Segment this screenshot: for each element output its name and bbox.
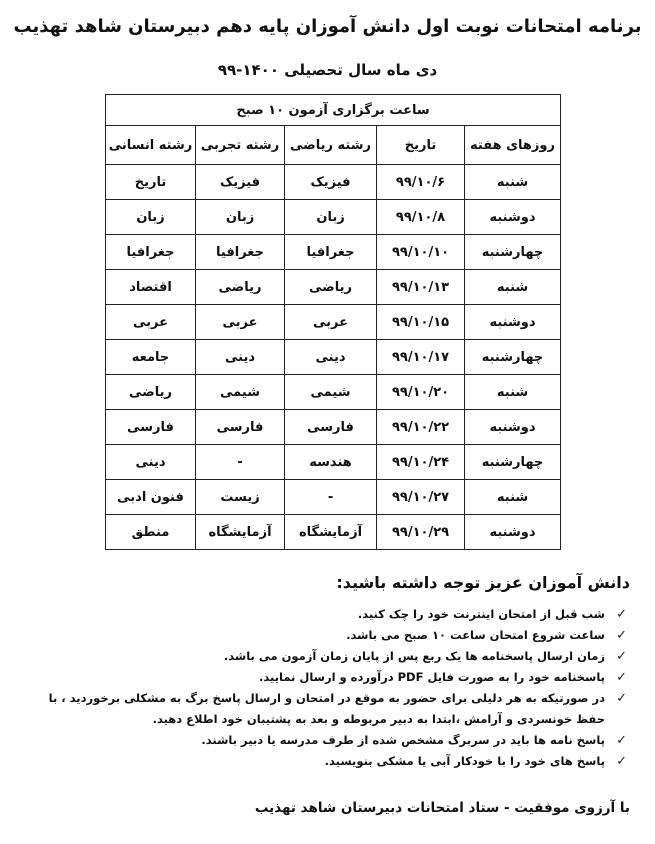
table-row: [106, 235, 561, 270]
date-cell: ۹۹/۱۰/۲۲: [377, 410, 465, 445]
table-row: [106, 445, 561, 480]
math-cell: فارسی: [285, 410, 377, 445]
weekday-cell: دوشنبه: [465, 515, 561, 550]
note-text: زمان ارسال پاسخنامه ها یک ربع پس از پایان زمان آزمون می باشد.: [223, 649, 605, 663]
exam-schedule-table: [105, 94, 561, 550]
science-cell: ریاضی: [196, 270, 285, 305]
exam-time-header: ساعت برگزاری آزمون ۱۰ صبح: [106, 95, 561, 126]
note-item: [27, 604, 627, 625]
weekday-cell: دوشنبه: [465, 305, 561, 340]
table-row: [106, 480, 561, 515]
weekday-cell: دوشنبه: [465, 410, 561, 445]
weekday-cell: دوشنبه: [465, 200, 561, 235]
check-mark-icon: ✓: [616, 691, 627, 706]
math-cell: ریاضی: [285, 270, 377, 305]
page-subtitle: دی ماه سال تحصیلی ۱۴۰۰-۹۹: [217, 61, 438, 79]
table-row: [106, 165, 561, 200]
note-item: [27, 751, 627, 772]
date-cell: ۹۹/۱۰/۲۷: [377, 480, 465, 515]
time-header-row: [106, 95, 561, 126]
note-text: در صورتیکه به هر دلیلی برای حضور به موقع در امتحان و ارسال پاسخ برگ به مشکلی برخوردید ، با حفظ خونسردی و آرامش ،ابتدا به دبیر مربوطه و بعد به پشتیبان خود اطلاع دهید.: [48, 691, 605, 726]
humanities-cell: عربی: [106, 305, 196, 340]
humanities-cell: منطق: [106, 515, 196, 550]
schedule-body: [106, 165, 561, 550]
note-item: [27, 625, 627, 646]
table-row: [106, 270, 561, 305]
note-text: پاسخنامه خود را به صورت فایل PDF درآورده و ارسال نمایید.: [258, 670, 605, 684]
date-cell: ۹۹/۱۰/۲۹: [377, 515, 465, 550]
weekday-cell: چهارشنبه: [465, 340, 561, 375]
note-item: [27, 688, 627, 730]
humanities-cell: فنون ادبی: [106, 480, 196, 515]
math-cell: فیزیک: [285, 165, 377, 200]
weekday-cell: چهارشنبه: [465, 235, 561, 270]
notes-list: [27, 604, 627, 772]
science-cell: دینی: [196, 340, 285, 375]
column-header-weekday: روزهای هفته: [465, 126, 561, 165]
table-row: [106, 200, 561, 235]
science-cell: جغرافیا: [196, 235, 285, 270]
note-text: پاسخ های خود را با خودکار آبی یا مشکی بنویسید.: [324, 754, 605, 768]
humanities-cell: اقتصاد: [106, 270, 196, 305]
math-cell: عربی: [285, 305, 377, 340]
humanities-cell: فارسی: [106, 410, 196, 445]
page-title: برنامه امتحانات نوبت اول دانش آموزان پایه دهم دبیرستان شاهد تهذیب: [13, 16, 642, 37]
math-cell: هندسه: [285, 445, 377, 480]
check-mark-icon: ✓: [616, 649, 627, 664]
weekday-cell: شنبه: [465, 165, 561, 200]
science-cell: شیمی: [196, 375, 285, 410]
math-cell: زبان: [285, 200, 377, 235]
weekday-cell: شنبه: [465, 375, 561, 410]
date-cell: ۹۹/۱۰/۲۴: [377, 445, 465, 480]
table-row: [106, 410, 561, 445]
date-cell: ۹۹/۱۰/۱۳: [377, 270, 465, 305]
check-mark-icon: ✓: [616, 628, 627, 643]
date-cell: ۹۹/۱۰/۱۵: [377, 305, 465, 340]
column-header-science: رشته تجربی: [196, 126, 285, 165]
check-mark-icon: ✓: [616, 754, 627, 769]
humanities-cell: دینی: [106, 445, 196, 480]
column-header-row: [106, 126, 561, 165]
science-cell: فارسی: [196, 410, 285, 445]
science-cell: زیست: [196, 480, 285, 515]
science-cell: -: [196, 445, 285, 480]
date-cell: ۹۹/۱۰/۱۰: [377, 235, 465, 270]
math-cell: -: [285, 480, 377, 515]
column-header-date: تاریخ: [377, 126, 465, 165]
humanities-cell: زبان: [106, 200, 196, 235]
date-cell: ۹۹/۱۰/۶: [377, 165, 465, 200]
weekday-cell: شنبه: [465, 480, 561, 515]
humanities-cell: تاریخ: [106, 165, 196, 200]
science-cell: عربی: [196, 305, 285, 340]
date-cell: ۹۹/۱۰/۸: [377, 200, 465, 235]
column-header-humanities: رشته انسانی: [106, 126, 196, 165]
math-cell: دینی: [285, 340, 377, 375]
table-row: [106, 515, 561, 550]
note-text: ساعت شروع امتحان ساعت ۱۰ صبح می باشد.: [346, 628, 605, 642]
check-mark-icon: ✓: [616, 733, 627, 748]
notes-title: دانش آموزان عزیز توجه داشته باشید:: [336, 573, 630, 592]
math-cell: جغرافیا: [285, 235, 377, 270]
humanities-cell: جغرافیا: [106, 235, 196, 270]
date-cell: ۹۹/۱۰/۲۰: [377, 375, 465, 410]
humanities-cell: ریاضی: [106, 375, 196, 410]
check-mark-icon: ✓: [616, 670, 627, 685]
table-row: [106, 340, 561, 375]
table-row: [106, 375, 561, 410]
date-cell: ۹۹/۱۰/۱۷: [377, 340, 465, 375]
science-cell: آزمایشگاه: [196, 515, 285, 550]
science-cell: زبان: [196, 200, 285, 235]
weekday-cell: شنبه: [465, 270, 561, 305]
science-cell: فیزیک: [196, 165, 285, 200]
weekday-cell: چهارشنبه: [465, 445, 561, 480]
math-cell: شیمی: [285, 375, 377, 410]
note-item: [27, 646, 627, 667]
humanities-cell: جامعه: [106, 340, 196, 375]
table-row: [106, 305, 561, 340]
note-item: [27, 730, 627, 751]
note-item: [27, 667, 627, 688]
check-mark-icon: ✓: [616, 607, 627, 622]
column-header-math: رشته ریاضی: [285, 126, 377, 165]
note-text: شب قبل از امتحان اینترنت خود را چک کنید.: [357, 607, 605, 621]
math-cell: آزمایشگاه: [285, 515, 377, 550]
closing-signature: با آرزوی موفقیت - ستاد امتحانات دبیرستان شاهد تهذیب: [254, 800, 630, 816]
note-text: پاسخ نامه ها باید در سربرگ مشخص شده از طرف مدرسه یا دبیر باشند.: [201, 733, 605, 747]
